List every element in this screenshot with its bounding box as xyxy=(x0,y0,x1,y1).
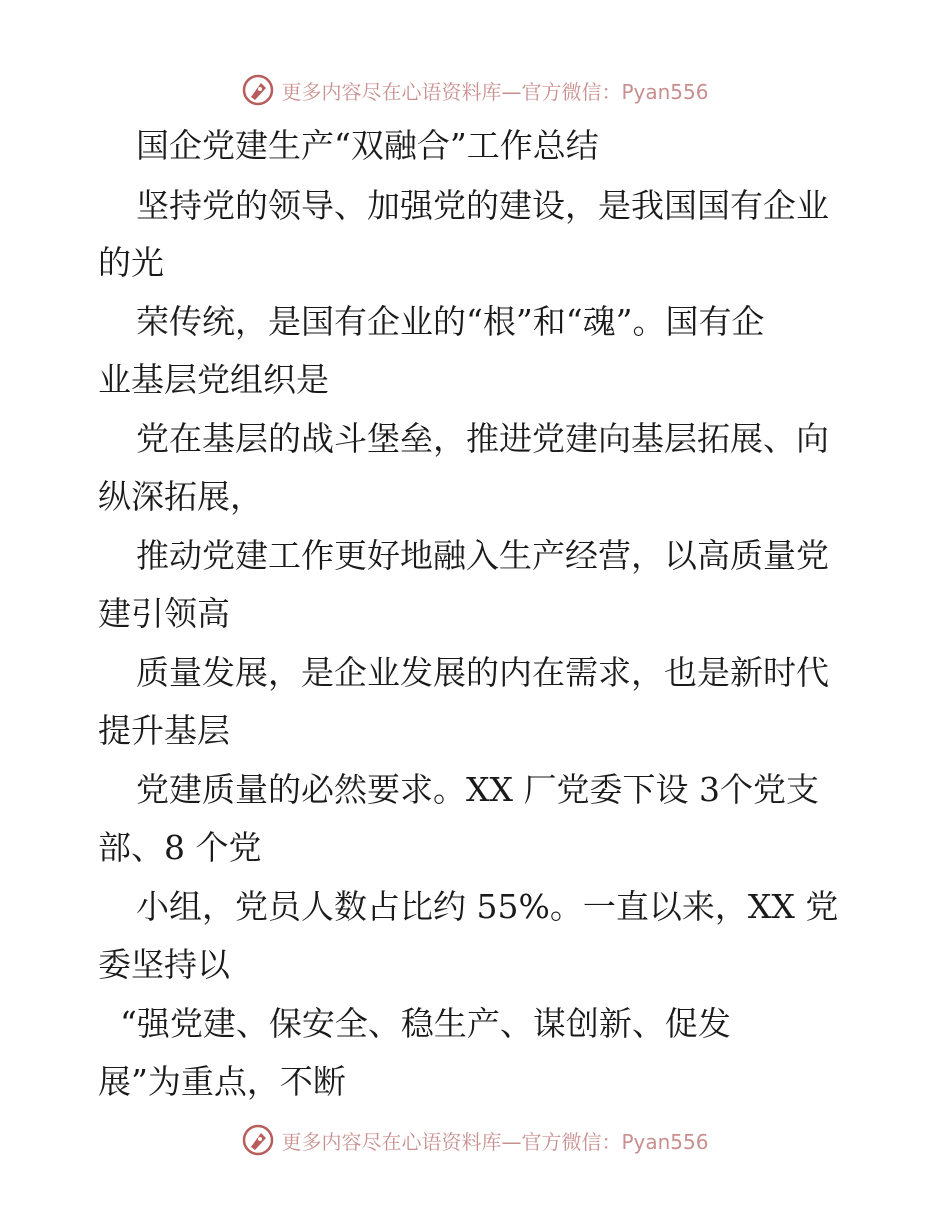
document-title: 国企党建生产“双融合”工作总结 xyxy=(136,126,599,165)
text-line: “强党建、保安全、稳生产、谋创新、促发 xyxy=(120,1004,731,1043)
text-line: 小组，党员人数占比约 55%。一直以来，XX 党 xyxy=(136,887,839,926)
watermark-text: 更多内容尽在心语资料库—官方微信：Pyan556 xyxy=(281,79,709,104)
text-line: 部、8 个党 xyxy=(98,828,262,867)
pen-nib-icon xyxy=(241,1123,275,1157)
watermark-text: 更多内容尽在心语资料库—官方微信：Pyan556 xyxy=(281,1129,709,1154)
text-line: 建引领高 xyxy=(98,594,230,633)
footer-watermark xyxy=(0,1120,950,1160)
text-line: 提升基层 xyxy=(98,711,230,750)
text-line: 荣传统，是国有企业的“根”和“魂”。国有企 xyxy=(136,302,765,341)
text-line: 质量发展，是企业发展的内在需求，也是新时代 xyxy=(136,653,829,692)
text-line: 纵深拓展， xyxy=(98,477,263,516)
text-line: 的光 xyxy=(98,243,164,282)
text-line: 展”为重点，不断 xyxy=(98,1062,346,1101)
text-line: 党建质量的必然要求。XX 厂党委下设 3个党支 xyxy=(136,770,819,809)
text-line: 坚持党的领导、加强党的建设，是我国国有企业 xyxy=(136,186,829,225)
text-line: 推动党建工作更好地融入生产经营，以高质量党 xyxy=(136,536,829,575)
text-line: 党在基层的战斗堡垒，推进党建向基层拓展、向 xyxy=(136,419,829,458)
text-line: 委坚持以 xyxy=(98,945,230,984)
text-line: 业基层党组织是 xyxy=(98,360,329,399)
